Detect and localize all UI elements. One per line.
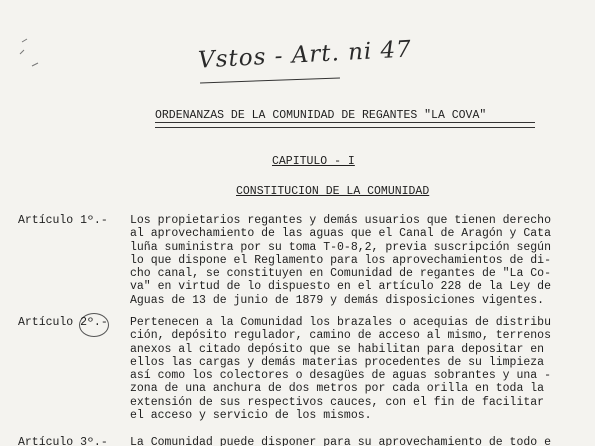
- article-line: ción, depósito regulador, camino de acceso al mismo, terrenos: [130, 329, 551, 343]
- article-line: zona de una anchura de dos metros por cada orilla en toda la: [130, 382, 545, 396]
- article-line: Los propietarios regantes y demás usuarios que tienen derecho: [130, 214, 551, 227]
- article-line: luña suministra por su toma T-0-8,2, previa suscripción según: [130, 240, 551, 254]
- article-line: extensión de sus respectivos cauces, con el fin de facilitar: [130, 395, 545, 409]
- ink-marks-icon: [18, 36, 48, 76]
- title-double-rule: [155, 122, 535, 128]
- handwritten-underline: [200, 78, 340, 84]
- article-line: así como los colectores o desagües de aguas sobrantes y una -: [130, 369, 551, 383]
- article-line: anexos al citado depósito que se habilitan para depositar en: [130, 342, 545, 356]
- article-line: el acceso y servicio de los mismos.: [130, 409, 372, 423]
- article-3-label: Artículo 3º.-: [18, 436, 108, 446]
- article-line: va" en virtud de lo dispuesto en el artículo 228 de la Ley de: [130, 280, 551, 294]
- article-1-label: Artículo 1º.-: [18, 214, 108, 227]
- article-line: Aguas de 13 de junio de 1879 y demás disposiciones vigentes.: [130, 293, 545, 307]
- article-1-body: [130, 214, 585, 307]
- handwritten-note: Vstos - Art. ni 47: [197, 36, 413, 74]
- article-line: ellos las cargas y demás materias procedentes de su limpieza: [130, 355, 545, 369]
- article-line: lo que dispone el Reglamento para los aprovechamientos de di-: [130, 253, 551, 267]
- chapter-heading: CAPITULO - I: [272, 155, 355, 168]
- article-line: cho canal, se constituyen en Comunidad de regantes de "La Co-: [130, 267, 551, 281]
- article-line: La Comunidad puede disponer para su aprovechamiento de todo e: [130, 436, 551, 446]
- article-2-label: Artículo 2º.-: [18, 316, 108, 329]
- article-line: al aprovechamiento de las aguas que el Canal de Aragón y Cata: [130, 227, 551, 241]
- article-line: Pertenecen a la Comunidad los brazales o acequias de distribu: [130, 316, 551, 329]
- article-2-body: [130, 316, 585, 422]
- article-3-body: [130, 436, 585, 446]
- document-title: ORDENANZAS DE LA COMUNIDAD DE REGANTES "LA COVA": [155, 109, 487, 122]
- chapter-subtitle: CONSTITUCION DE LA COMUNIDAD: [236, 185, 430, 198]
